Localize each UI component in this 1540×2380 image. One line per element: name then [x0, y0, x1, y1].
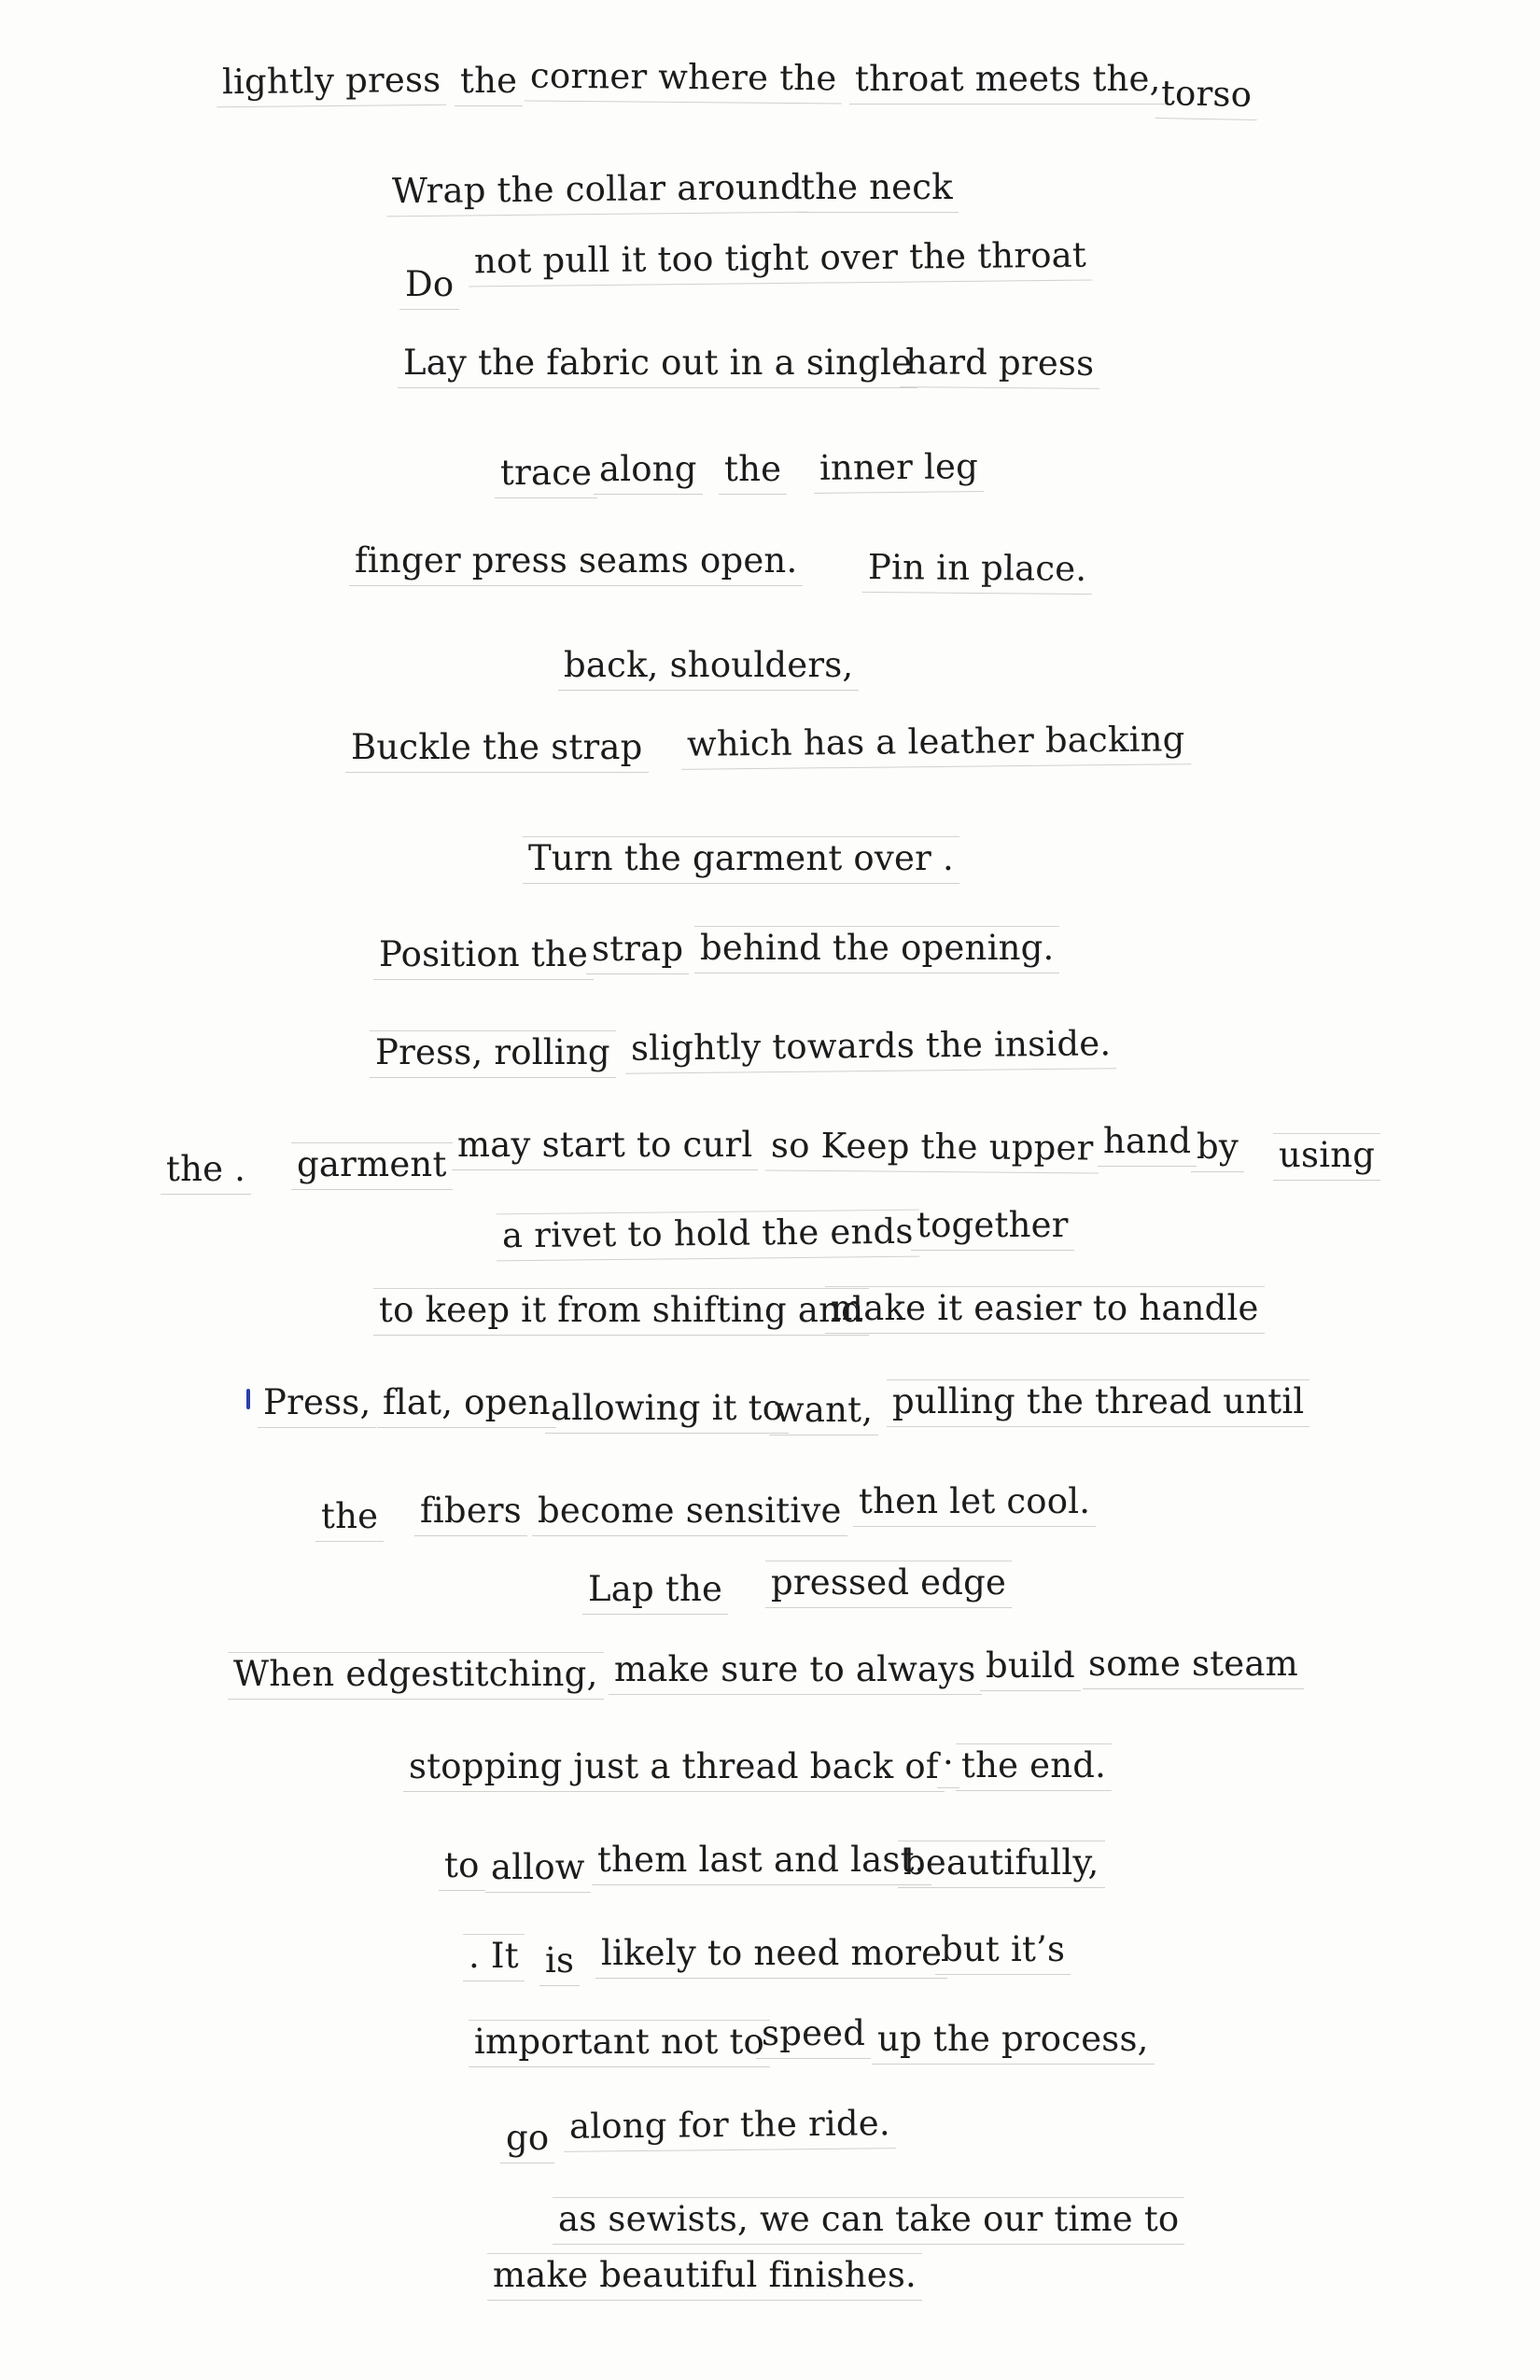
word-strip: the . [161, 1148, 251, 1195]
word-strip: corner where the [525, 55, 843, 105]
word-strip: Press, rolling [370, 1030, 616, 1078]
word-strip: go [500, 2117, 554, 2163]
word-strip: important not to [469, 2020, 770, 2067]
word-strip: beautifully, [898, 1841, 1105, 1888]
word-strip: Do [399, 263, 459, 310]
word-strip: the [455, 60, 523, 106]
word-strip: the [315, 1495, 384, 1542]
word-strip: hard press [900, 341, 1100, 389]
word-strip: along [594, 448, 703, 495]
word-strip: up the process, [872, 2018, 1155, 2065]
word-strip: Pin in place. [862, 546, 1093, 595]
word-strip: stopping just a thread back of [403, 1745, 945, 1792]
word-strip: to keep it from shifting and [373, 1288, 869, 1336]
word-strip: which has a leather backing [681, 718, 1191, 770]
word-strip: pressed edge [765, 1561, 1012, 1608]
pen-mark [246, 1389, 250, 1409]
word-strip: strap [586, 928, 689, 974]
word-strip: speed [756, 2012, 871, 2059]
word-strip: make sure to always [609, 1648, 982, 1695]
word-strip: Position the [373, 933, 594, 980]
word-strip: as sewists, we can take our time to [553, 2197, 1184, 2245]
word-strip: Turn the garment over . [523, 836, 959, 884]
word-strip: slightly towards the inside. [625, 1022, 1117, 1074]
word-strip: lightly press [217, 59, 447, 108]
word-strip: not pull it too tight over the throat [469, 234, 1093, 287]
word-strip: along for the ride. [564, 2102, 896, 2152]
word-strip: become sensitive [532, 1490, 847, 1536]
word-strip: torso [1155, 72, 1258, 120]
word-strip: together [911, 1204, 1074, 1251]
word-strip: trace [495, 452, 597, 498]
word-strip: some steam [1083, 1643, 1304, 1689]
word-strip: pulling the thread until [887, 1379, 1309, 1427]
word-strip: flat, open [377, 1381, 556, 1428]
word-strip: make it easier to handle [825, 1286, 1265, 1334]
word-strip: throat meets the, [849, 58, 1167, 105]
word-strip: behind the opening. [694, 926, 1059, 973]
word-strip: by [1191, 1126, 1244, 1172]
word-strip: build [980, 1645, 1081, 1691]
word-strip: fibers [414, 1490, 527, 1536]
word-strip: When edgestitching, [228, 1652, 604, 1700]
word-strip: using [1273, 1133, 1380, 1181]
word-strip: Wrap the collar around [386, 166, 808, 217]
word-strip: allow [485, 1846, 591, 1893]
word-strip: Buckle the strap [345, 726, 649, 773]
word-strip: a rivet to hold the ends [497, 1210, 919, 1262]
word-strip: allowing it to [545, 1387, 789, 1434]
word-strip: garment [291, 1142, 453, 1190]
word-strip: is [539, 1939, 580, 1986]
word-strip: Lay the fabric out in a single [398, 342, 917, 388]
word-strip: likely to need more [595, 1932, 947, 1979]
word-strip: finger press seams open. [349, 539, 803, 586]
word-strip: inner leg [814, 445, 985, 494]
word-strip: · [937, 1742, 959, 1788]
word-strip: want, [769, 1389, 878, 1435]
word-strip: back, shoulders, [558, 644, 859, 691]
word-strip: to [439, 1844, 485, 1891]
word-strip: . It [463, 1934, 525, 1981]
word-strip: the end. [956, 1743, 1112, 1791]
word-strip: Press, [258, 1381, 376, 1428]
word-strip: them last and last. [592, 1839, 931, 1885]
word-strip: so Keep the upper [765, 1124, 1099, 1173]
word-strip: the [719, 448, 787, 495]
word-strip: but it’s [935, 1928, 1071, 1975]
word-strip: may start to curl [452, 1124, 758, 1170]
word-strip: Lap the [582, 1568, 728, 1615]
word-strip: make beautiful finishes. [487, 2253, 922, 2301]
word-strip: hand [1098, 1120, 1197, 1167]
word-strip: the neck [795, 166, 959, 213]
word-strip: then let cool. [853, 1480, 1096, 1527]
